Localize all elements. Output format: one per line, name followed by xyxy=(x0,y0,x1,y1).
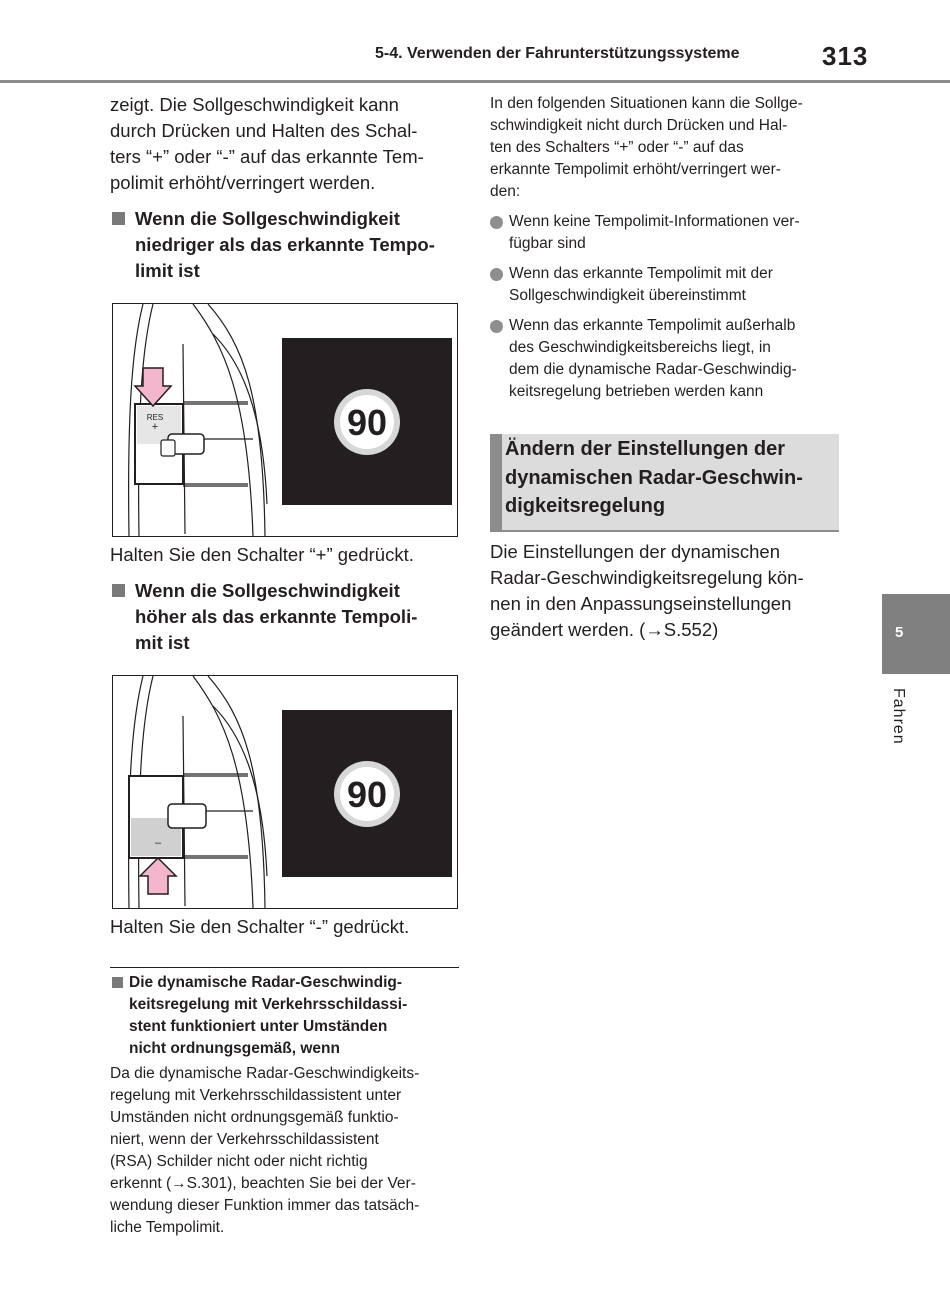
text-line: Umständen nicht ordnungsgemäß funktio- xyxy=(110,1109,399,1126)
square-bullet-icon xyxy=(112,212,125,225)
heading-line: dynamischen Radar-Geschwin- xyxy=(505,466,803,489)
right-intro-paragraph xyxy=(490,93,803,203)
text-line: schwindigkeit nicht durch Drücken und Hal- xyxy=(490,117,788,134)
heading-line: Wenn die Sollgeschwindigkeit xyxy=(135,208,400,229)
section-heading-bar xyxy=(490,434,502,530)
text-line: ters “+” oder “-” auf das erkannte Tem- xyxy=(110,146,424,167)
caption-line: Halten Sie den Schalter “-” gedrückt. xyxy=(110,916,410,937)
text-line: Radar-Geschwindigkeitsregelung kön- xyxy=(490,567,804,588)
steering-switch-illustration xyxy=(113,676,457,908)
text-line: In den folgenden Situationen kann die Sollge- xyxy=(490,95,803,112)
figure-decrease-speed xyxy=(112,675,458,909)
text-line: (RSA) Schilder nicht oder nicht richtig xyxy=(110,1153,368,1170)
text-line: regelung mit Verkehrsschildassistent unter xyxy=(110,1087,402,1104)
text-line: polimit erhöht/verringert werden. xyxy=(110,172,376,193)
caption-line: Halten Sie den Schalter “+” gedrückt. xyxy=(110,544,414,565)
section-heading-rule xyxy=(490,530,839,532)
text-line: erkannte Tempolimit erhöht/verringert wer- xyxy=(490,161,781,178)
text-line: Wenn das erkannte Tempolimit außerhalb xyxy=(509,317,796,334)
section-heading-box xyxy=(490,434,839,530)
speed-limit-value: 90 xyxy=(346,402,388,443)
text-line: geändert werden. (→S.552) xyxy=(490,619,719,640)
steering-switch-illustration xyxy=(113,304,457,536)
heading-line: mit ist xyxy=(135,632,190,653)
heading-line: limit ist xyxy=(135,260,200,281)
text-line: Da die dynamische Radar-Geschwindigkeits- xyxy=(110,1065,420,1082)
text-line: nen in den Anpassungseinstellungen xyxy=(490,593,792,614)
figure2-caption xyxy=(110,914,409,940)
section-body xyxy=(490,539,804,643)
heading-line: stent funktioniert unter Umständen xyxy=(129,1018,388,1035)
button-sign-plus: + xyxy=(151,421,159,433)
text-line: niert, wenn der Verkehrsschildassistent xyxy=(110,1131,379,1148)
text-line: ten des Schalters “+” oder “-” auf das xyxy=(490,139,744,156)
text-line: erkennt (→S.301), beachten Sie bei der Ver- xyxy=(110,1175,416,1192)
text-line: liche Tempolimit. xyxy=(110,1219,225,1236)
section-heading xyxy=(505,435,803,521)
heading-line: keitsregelung mit Verkehrsschildassi- xyxy=(129,996,408,1013)
speed-limit-value: 90 xyxy=(346,774,388,815)
heading-line: Wenn die Sollgeschwindigkeit xyxy=(135,580,400,601)
page-number: 313 xyxy=(822,41,869,71)
heading-line: nicht ordnungsgemäß, wenn xyxy=(129,1040,340,1057)
heading-line: niedriger als das erkannte Tempo- xyxy=(135,234,435,255)
text-line: Wenn keine Tempolimit-Informationen ver- xyxy=(509,213,800,230)
text-line: durch Drücken und Halten des Schal- xyxy=(110,120,418,141)
chapter-label: Fahren xyxy=(890,688,907,745)
text-line: fügbar sind xyxy=(509,235,586,252)
header-rule xyxy=(0,80,950,83)
text-line: wendung dieser Funktion immer das tatsäch- xyxy=(110,1197,420,1214)
text-line: Wenn das erkannte Tempolimit mit der xyxy=(509,265,773,282)
press-arrow-up-icon xyxy=(140,858,176,894)
note-body xyxy=(110,1063,419,1239)
square-bullet-icon xyxy=(112,977,123,988)
text-line: dem die dynamische Radar-Geschwindig- xyxy=(509,361,797,378)
button-sign-minus: – xyxy=(154,837,162,849)
note-divider xyxy=(110,967,459,968)
square-bullet-icon xyxy=(112,584,125,597)
text-line: des Geschwindigkeitsbereichs liegt, in xyxy=(509,339,771,356)
text-line: den: xyxy=(490,183,521,200)
chapter-tab xyxy=(882,594,950,674)
button-label-res: RES xyxy=(146,413,164,422)
figure1-caption xyxy=(110,542,414,568)
heading-line: höher als das erkannte Tempoli- xyxy=(135,606,418,627)
round-bullet-icon xyxy=(490,320,503,333)
text-line: zeigt. Die Sollgeschwindigkeit kann xyxy=(110,94,399,115)
heading-line: digkeitsregelung xyxy=(505,495,666,517)
figure-increase-speed xyxy=(112,303,458,537)
text-line: Sollgeschwindigkeit übereinstimmt xyxy=(509,287,746,304)
heading-line: Die dynamische Radar-Geschwindig- xyxy=(129,974,403,991)
running-header-title: 5-4. Verwenden der Fahrunterstützungssysteme xyxy=(375,45,740,62)
round-bullet-icon xyxy=(490,216,503,229)
chapter-number: 5 xyxy=(895,624,904,641)
text-line: Die Einstellungen der dynamischen xyxy=(490,541,781,562)
heading-line: Ändern der Einstellungen der xyxy=(505,438,786,460)
intro-paragraph xyxy=(110,92,424,196)
round-bullet-icon xyxy=(490,268,503,281)
text-line: keitsregelung betrieben werden kann xyxy=(509,383,764,400)
